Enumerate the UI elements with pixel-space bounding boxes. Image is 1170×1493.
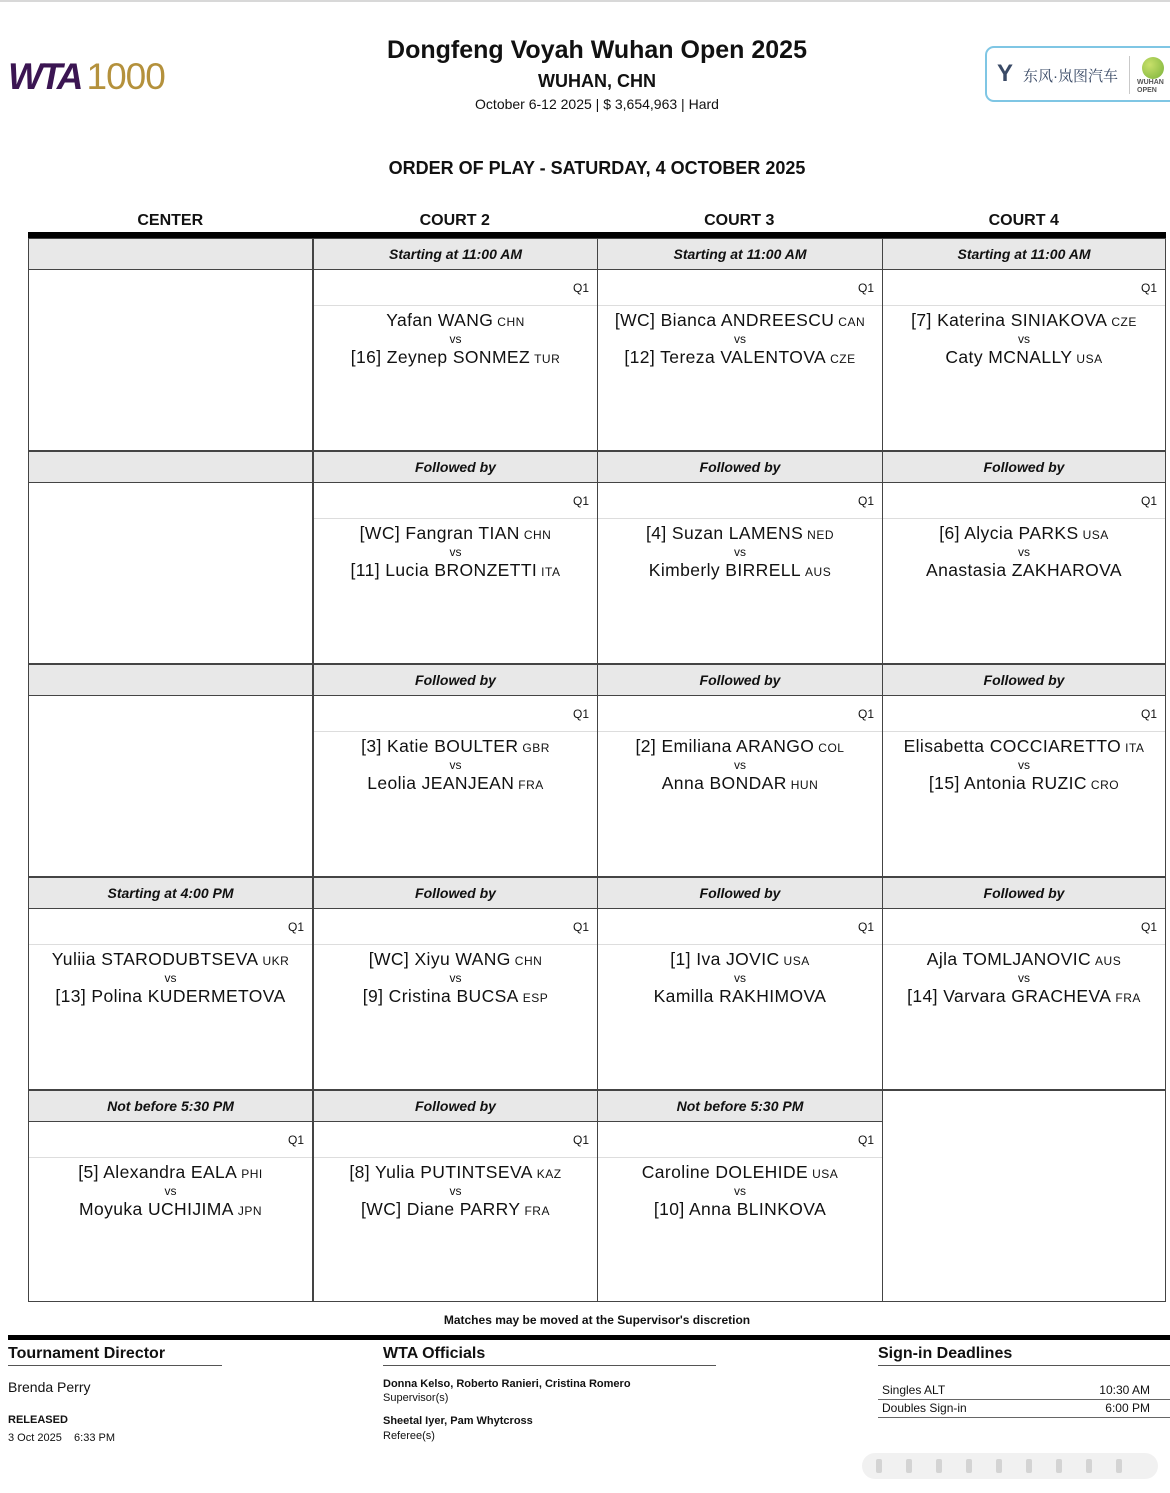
player-two bbox=[314, 985, 597, 1009]
deadline-row bbox=[878, 1400, 1170, 1418]
player-first-name: Emiliana bbox=[661, 736, 732, 756]
player-last-name: JEANJEAN bbox=[421, 773, 515, 793]
player-first-name: Polina bbox=[91, 986, 143, 1006]
versus-label: vs bbox=[449, 1184, 462, 1198]
scroll-indicator[interactable] bbox=[862, 1453, 1158, 1479]
player-two bbox=[598, 346, 882, 370]
match-cell bbox=[313, 877, 598, 1090]
player-last-name: JOVIC bbox=[726, 949, 780, 969]
session-header: Followed by bbox=[314, 665, 597, 696]
player-last-name: WANG bbox=[455, 949, 511, 969]
match-players[interactable] bbox=[29, 948, 312, 1007]
player-one bbox=[314, 1161, 597, 1185]
session-header: Followed by bbox=[883, 665, 1165, 696]
player-seed: [5] bbox=[78, 1162, 99, 1182]
player-nationality: TUR bbox=[534, 352, 561, 366]
match-cell bbox=[882, 877, 1166, 1090]
player-nationality: COL bbox=[818, 741, 845, 755]
player-seed: [6] bbox=[939, 523, 960, 543]
supervisor-note: Matches may be moved at the Supervisor's discretion bbox=[443, 1313, 751, 1327]
player-last-name: BUCSA bbox=[456, 986, 519, 1006]
player-nationality: ESP bbox=[522, 991, 549, 1005]
indicator-tick bbox=[876, 1459, 882, 1473]
player-seed: [16] bbox=[350, 347, 382, 367]
player-last-name: RAKHIMOVA bbox=[719, 986, 827, 1006]
versus-label: vs bbox=[449, 971, 462, 985]
round-label: Q1 bbox=[29, 1122, 312, 1158]
player-nationality: USA bbox=[783, 954, 810, 968]
deadline-time: 6:00 PM bbox=[1105, 1401, 1150, 1415]
player-first-name: Anastasia bbox=[926, 560, 1007, 580]
session-header: Not before 5:30 PM bbox=[29, 1091, 312, 1122]
session-header: Starting at 11:00 AM bbox=[883, 239, 1165, 270]
deadline-label: Doubles Sign-in bbox=[882, 1401, 967, 1415]
versus-label: vs bbox=[734, 1184, 746, 1198]
player-first-name: Tereza bbox=[660, 347, 716, 367]
player-seed: [8] bbox=[349, 1162, 371, 1182]
session-header bbox=[29, 452, 312, 483]
tennis-ball-icon bbox=[1142, 57, 1164, 79]
logo-wta-text: WTA bbox=[8, 56, 81, 97]
round-label: Q1 bbox=[598, 483, 882, 519]
match-players[interactable] bbox=[314, 1161, 597, 1222]
tournament-director-name: Brenda Perry bbox=[8, 1379, 91, 1395]
player-seed: [WC] bbox=[361, 1199, 402, 1219]
versus-label: vs bbox=[449, 332, 462, 346]
supervisors-names: Donna Kelso, Roberto Ranieri, Cristina Romero bbox=[383, 1378, 631, 1390]
player-one bbox=[314, 735, 597, 759]
player-nationality: FRA bbox=[1115, 991, 1141, 1005]
match-players[interactable] bbox=[314, 309, 597, 370]
player-last-name: ARANGO bbox=[736, 736, 815, 756]
player-seed: [4] bbox=[645, 523, 667, 543]
player-seed: [12] bbox=[624, 347, 656, 367]
player-nationality: HUN bbox=[790, 778, 819, 792]
round-label: Q1 bbox=[598, 696, 882, 732]
versus-label: vs bbox=[1018, 971, 1030, 985]
versus-label: vs bbox=[734, 332, 746, 346]
player-one bbox=[314, 522, 597, 546]
player-two bbox=[883, 559, 1165, 581]
tournament-info: October 6-12 2025 | $ 3,654,963 | Hard bbox=[475, 96, 719, 112]
versus-label: vs bbox=[164, 971, 177, 985]
match-cell bbox=[28, 1090, 313, 1302]
player-one bbox=[598, 309, 882, 333]
match-players[interactable] bbox=[883, 309, 1165, 370]
sponsor-name: 东风·岚图汽车 bbox=[1023, 68, 1118, 85]
player-nationality: CRO bbox=[1090, 778, 1120, 792]
player-two bbox=[598, 559, 882, 583]
session-header bbox=[29, 239, 312, 270]
player-nationality: AUS bbox=[1095, 954, 1122, 968]
deadline-time: 10:30 AM bbox=[1099, 1383, 1150, 1397]
match-players[interactable] bbox=[598, 735, 882, 796]
session-header: Starting at 4:00 PM bbox=[29, 878, 312, 909]
top-border bbox=[0, 0, 1170, 2]
player-first-name: Yafan bbox=[386, 310, 433, 330]
player-nationality: ITA bbox=[1125, 741, 1145, 755]
session-header: Followed by bbox=[314, 1091, 597, 1122]
sponsor-logo bbox=[985, 46, 1170, 102]
player-seed: [7] bbox=[911, 310, 932, 330]
session-header: Followed by bbox=[598, 452, 882, 483]
player-two bbox=[883, 346, 1165, 370]
player-one bbox=[883, 735, 1165, 759]
player-nationality: FRA bbox=[518, 778, 544, 792]
player-first-name: Kamilla bbox=[653, 986, 714, 1006]
match-cell bbox=[597, 451, 883, 664]
player-seed: [11] bbox=[350, 560, 381, 580]
player-last-name: EALA bbox=[190, 1162, 238, 1182]
round-label: Q1 bbox=[598, 909, 882, 945]
released-date: 3 Oct 2025 6:33 PM bbox=[8, 1432, 116, 1444]
versus-label: vs bbox=[734, 971, 746, 985]
match-cell bbox=[597, 664, 883, 877]
player-one bbox=[598, 735, 882, 759]
session-header bbox=[29, 665, 312, 696]
player-nationality: UKR bbox=[262, 954, 290, 968]
player-seed: [WC] bbox=[368, 949, 410, 969]
deadline-row bbox=[878, 1382, 1170, 1400]
court-header-court-2: COURT 2 bbox=[419, 212, 490, 229]
voyah-logo-icon: Y bbox=[997, 60, 1014, 87]
player-one bbox=[883, 309, 1165, 333]
player-first-name: Yuliia bbox=[51, 949, 96, 969]
match-players[interactable] bbox=[598, 1161, 882, 1220]
match-cell bbox=[882, 664, 1166, 877]
player-last-name: BIRRELL bbox=[725, 560, 802, 580]
empty-match-cell bbox=[28, 238, 313, 451]
round-label: Q1 bbox=[314, 909, 597, 945]
court-headers bbox=[28, 212, 1166, 230]
player-nationality: CHN bbox=[523, 528, 552, 542]
session-header: Followed by bbox=[883, 452, 1165, 483]
match-cell bbox=[313, 664, 598, 877]
indicator-tick bbox=[966, 1459, 972, 1473]
versus-label: vs bbox=[164, 1184, 177, 1198]
player-nationality: CHN bbox=[514, 954, 543, 968]
player-last-name: BLINKOVA bbox=[736, 1199, 827, 1219]
versus-label: vs bbox=[1018, 545, 1030, 559]
empty-match-cell bbox=[28, 664, 313, 877]
wuhan-open-logo-text: WUHAN OPEN bbox=[1137, 79, 1164, 94]
versus-label: vs bbox=[734, 545, 746, 559]
player-first-name: Katie bbox=[387, 736, 429, 756]
match-players[interactable] bbox=[598, 948, 882, 1007]
round-label: Q1 bbox=[314, 1122, 597, 1158]
player-nationality: CAN bbox=[838, 315, 866, 329]
player-one bbox=[883, 522, 1165, 546]
player-last-name: PARRY bbox=[459, 1199, 521, 1219]
match-cell bbox=[313, 451, 598, 664]
wta-officials-heading: WTA Officials bbox=[383, 1345, 716, 1366]
match-players[interactable] bbox=[883, 735, 1165, 796]
court-header-court-3: COURT 3 bbox=[704, 212, 775, 229]
match-cell bbox=[882, 238, 1166, 451]
match-players[interactable] bbox=[883, 522, 1165, 581]
match-players[interactable] bbox=[883, 948, 1165, 1009]
session-header: Starting at 11:00 AM bbox=[598, 239, 882, 270]
session-header: Not before 5:30 PM bbox=[598, 1091, 882, 1122]
indicator-tick bbox=[1116, 1459, 1122, 1473]
player-one bbox=[883, 948, 1165, 972]
match-players[interactable] bbox=[314, 522, 597, 583]
wta-1000-logo bbox=[8, 56, 165, 96]
player-first-name: Alycia bbox=[964, 523, 1014, 543]
order-of-play-title: ORDER OF PLAY - SATURDAY, 4 OCTOBER 2025 bbox=[388, 158, 806, 178]
player-one bbox=[598, 948, 882, 972]
player-last-name: ZAKHAROVA bbox=[1011, 560, 1122, 580]
player-first-name: Antonia bbox=[964, 773, 1027, 793]
player-two bbox=[314, 346, 597, 370]
player-last-name: BONDAR bbox=[709, 773, 787, 793]
player-two bbox=[29, 1198, 312, 1222]
player-last-name: DOLEHIDE bbox=[715, 1162, 809, 1182]
player-first-name: Caty bbox=[945, 347, 983, 367]
referees-names: Sheetal Iyer, Pam Whytcross bbox=[383, 1415, 533, 1427]
player-first-name: Anna bbox=[661, 773, 705, 793]
match-cell bbox=[597, 877, 883, 1090]
referees-role: Referee(s) bbox=[383, 1430, 435, 1442]
player-one bbox=[314, 948, 597, 972]
versus-label: vs bbox=[1018, 758, 1030, 772]
player-nationality: PHI bbox=[241, 1167, 263, 1181]
player-two bbox=[314, 1198, 597, 1222]
player-last-name: STARODUBTSEVA bbox=[101, 949, 259, 969]
player-last-name: PARKS bbox=[1018, 523, 1079, 543]
supervisors-role: Supervisor(s) bbox=[383, 1392, 449, 1404]
player-first-name: Suzan bbox=[671, 523, 724, 543]
player-two bbox=[314, 772, 597, 796]
versus-label: vs bbox=[734, 758, 746, 772]
player-last-name: TOMLJANOVIC bbox=[962, 949, 1092, 969]
session-header: Followed by bbox=[314, 878, 597, 909]
player-one bbox=[314, 309, 597, 333]
player-first-name: Caroline bbox=[641, 1162, 711, 1182]
player-nationality: USA bbox=[1076, 352, 1103, 366]
player-last-name: KUDERMETOVA bbox=[147, 986, 286, 1006]
sign-in-deadlines-heading: Sign-in Deadlines bbox=[878, 1345, 1170, 1366]
indicator-tick bbox=[936, 1459, 942, 1473]
match-cell bbox=[597, 238, 883, 451]
player-one bbox=[598, 1161, 882, 1185]
player-nationality: ITA bbox=[541, 565, 561, 579]
player-first-name: Bianca bbox=[660, 310, 717, 330]
indicator-tick bbox=[1086, 1459, 1092, 1473]
match-cell bbox=[313, 238, 598, 451]
player-last-name: ANDREESCU bbox=[720, 310, 835, 330]
player-last-name: TIAN bbox=[478, 523, 520, 543]
match-cell bbox=[597, 1090, 883, 1302]
court-header-center: CENTER bbox=[137, 212, 204, 229]
player-two bbox=[598, 985, 882, 1007]
player-first-name: Cristina bbox=[388, 986, 452, 1006]
versus-label: vs bbox=[449, 545, 462, 559]
player-first-name: Diane bbox=[406, 1199, 455, 1219]
player-first-name: Lucia bbox=[385, 560, 430, 580]
player-last-name: PUTINTSEVA bbox=[420, 1162, 533, 1182]
player-seed: [13] bbox=[55, 986, 87, 1006]
player-last-name: SONMEZ bbox=[452, 347, 531, 367]
deadline-label: Singles ALT bbox=[882, 1383, 946, 1397]
player-last-name: VALENTOVA bbox=[720, 347, 827, 367]
player-first-name: Alexandra bbox=[103, 1162, 186, 1182]
player-first-name: Moyuka bbox=[79, 1199, 143, 1219]
round-label: Q1 bbox=[883, 696, 1165, 732]
court-header-court-4: COURT 4 bbox=[988, 212, 1059, 229]
player-seed: [14] bbox=[907, 986, 938, 1006]
player-seed: [2] bbox=[635, 736, 657, 756]
round-label: Q1 bbox=[29, 909, 312, 945]
player-nationality: USA bbox=[1082, 528, 1109, 542]
player-first-name: Yulia bbox=[374, 1162, 415, 1182]
player-one bbox=[598, 522, 882, 546]
player-two bbox=[29, 985, 312, 1007]
player-one bbox=[29, 948, 312, 972]
round-label: Q1 bbox=[883, 909, 1165, 945]
player-last-name: GRACHEVA bbox=[1011, 986, 1112, 1006]
sponsor-divider bbox=[1129, 56, 1130, 94]
player-two bbox=[314, 559, 597, 583]
session-header: Followed by bbox=[314, 452, 597, 483]
player-last-name: COCCIARETTO bbox=[989, 736, 1122, 756]
player-nationality: AUS bbox=[805, 565, 832, 579]
player-seed: [9] bbox=[362, 986, 384, 1006]
match-cell bbox=[882, 451, 1166, 664]
player-two bbox=[598, 772, 882, 796]
player-first-name: Zeynep bbox=[386, 347, 448, 367]
player-first-name: Fangran bbox=[405, 523, 474, 543]
player-last-name: RUZIC bbox=[1031, 773, 1087, 793]
tournament-city: WUHAN, CHN bbox=[538, 71, 656, 91]
player-seed: [10] bbox=[653, 1199, 685, 1219]
match-players[interactable] bbox=[29, 1161, 312, 1222]
match-players[interactable] bbox=[598, 522, 882, 583]
player-first-name: Anna bbox=[688, 1199, 732, 1219]
logo-1000-text: 1000 bbox=[86, 56, 165, 97]
session-header: Starting at 11:00 AM bbox=[314, 239, 597, 270]
indicator-tick bbox=[996, 1459, 1002, 1473]
round-label: Q1 bbox=[883, 483, 1165, 519]
player-last-name: BRONZETTI bbox=[434, 560, 538, 580]
player-nationality: KAZ bbox=[536, 1167, 562, 1181]
player-first-name: Varvara bbox=[943, 986, 1006, 1006]
footer-rule bbox=[8, 1335, 1170, 1340]
player-seed: [15] bbox=[928, 773, 960, 793]
player-nationality: GBR bbox=[522, 741, 550, 755]
player-first-name: Iva bbox=[696, 949, 721, 969]
player-last-name: SINIAKOVA bbox=[1010, 310, 1108, 330]
tournament-title: Dongfeng Voyah Wuhan Open 2025 bbox=[387, 36, 807, 64]
tournament-director-heading: Tournament Director bbox=[8, 1345, 222, 1366]
player-nationality: USA bbox=[812, 1167, 839, 1181]
indicator-tick bbox=[1026, 1459, 1032, 1473]
player-last-name: UCHIJIMA bbox=[147, 1199, 234, 1219]
round-label: Q1 bbox=[598, 270, 882, 306]
session-header: Followed by bbox=[883, 878, 1165, 909]
round-label: Q1 bbox=[883, 270, 1165, 306]
round-label: Q1 bbox=[598, 1122, 882, 1158]
player-nationality: CHN bbox=[497, 315, 525, 329]
session-header: Followed by bbox=[598, 878, 882, 909]
player-first-name: Leolia bbox=[367, 773, 417, 793]
player-seed: [3] bbox=[361, 736, 382, 756]
player-first-name: Elisabetta bbox=[903, 736, 985, 756]
player-nationality: FRA bbox=[524, 1204, 550, 1218]
match-players[interactable] bbox=[314, 735, 597, 796]
round-label: Q1 bbox=[314, 483, 597, 519]
player-seed: [WC] bbox=[614, 310, 656, 330]
player-nationality: CZE bbox=[1111, 315, 1137, 329]
player-two bbox=[883, 985, 1165, 1009]
indicator-tick bbox=[1056, 1459, 1062, 1473]
player-one bbox=[29, 1161, 312, 1185]
player-last-name: MCNALLY bbox=[988, 347, 1073, 367]
player-two bbox=[883, 772, 1165, 796]
match-cell bbox=[28, 877, 313, 1090]
empty-cell bbox=[882, 1090, 1166, 1302]
player-nationality: JPN bbox=[237, 1204, 262, 1218]
player-last-name: WANG bbox=[437, 310, 494, 330]
player-first-name: Katerina bbox=[937, 310, 1006, 330]
released-label: RELEASED bbox=[8, 1414, 68, 1426]
match-players[interactable] bbox=[314, 948, 597, 1009]
empty-match-cell bbox=[28, 451, 313, 664]
player-nationality: CZE bbox=[830, 352, 856, 366]
match-players[interactable] bbox=[598, 309, 882, 370]
player-first-name: Kimberly bbox=[648, 560, 721, 580]
player-first-name: Ajla bbox=[926, 949, 958, 969]
player-seed: [WC] bbox=[359, 523, 401, 543]
round-label: Q1 bbox=[314, 270, 597, 306]
player-two bbox=[598, 1198, 882, 1220]
session-header: Followed by bbox=[598, 665, 882, 696]
player-last-name: LAMENS bbox=[728, 523, 804, 543]
indicator-tick bbox=[906, 1459, 912, 1473]
match-cell bbox=[313, 1090, 598, 1302]
versus-label: vs bbox=[1018, 332, 1030, 346]
player-first-name: Xiyu bbox=[414, 949, 451, 969]
player-last-name: BOULTER bbox=[434, 736, 519, 756]
versus-label: vs bbox=[449, 758, 462, 772]
round-label: Q1 bbox=[314, 696, 597, 732]
player-nationality: NED bbox=[807, 528, 835, 542]
player-seed: [1] bbox=[670, 949, 691, 969]
